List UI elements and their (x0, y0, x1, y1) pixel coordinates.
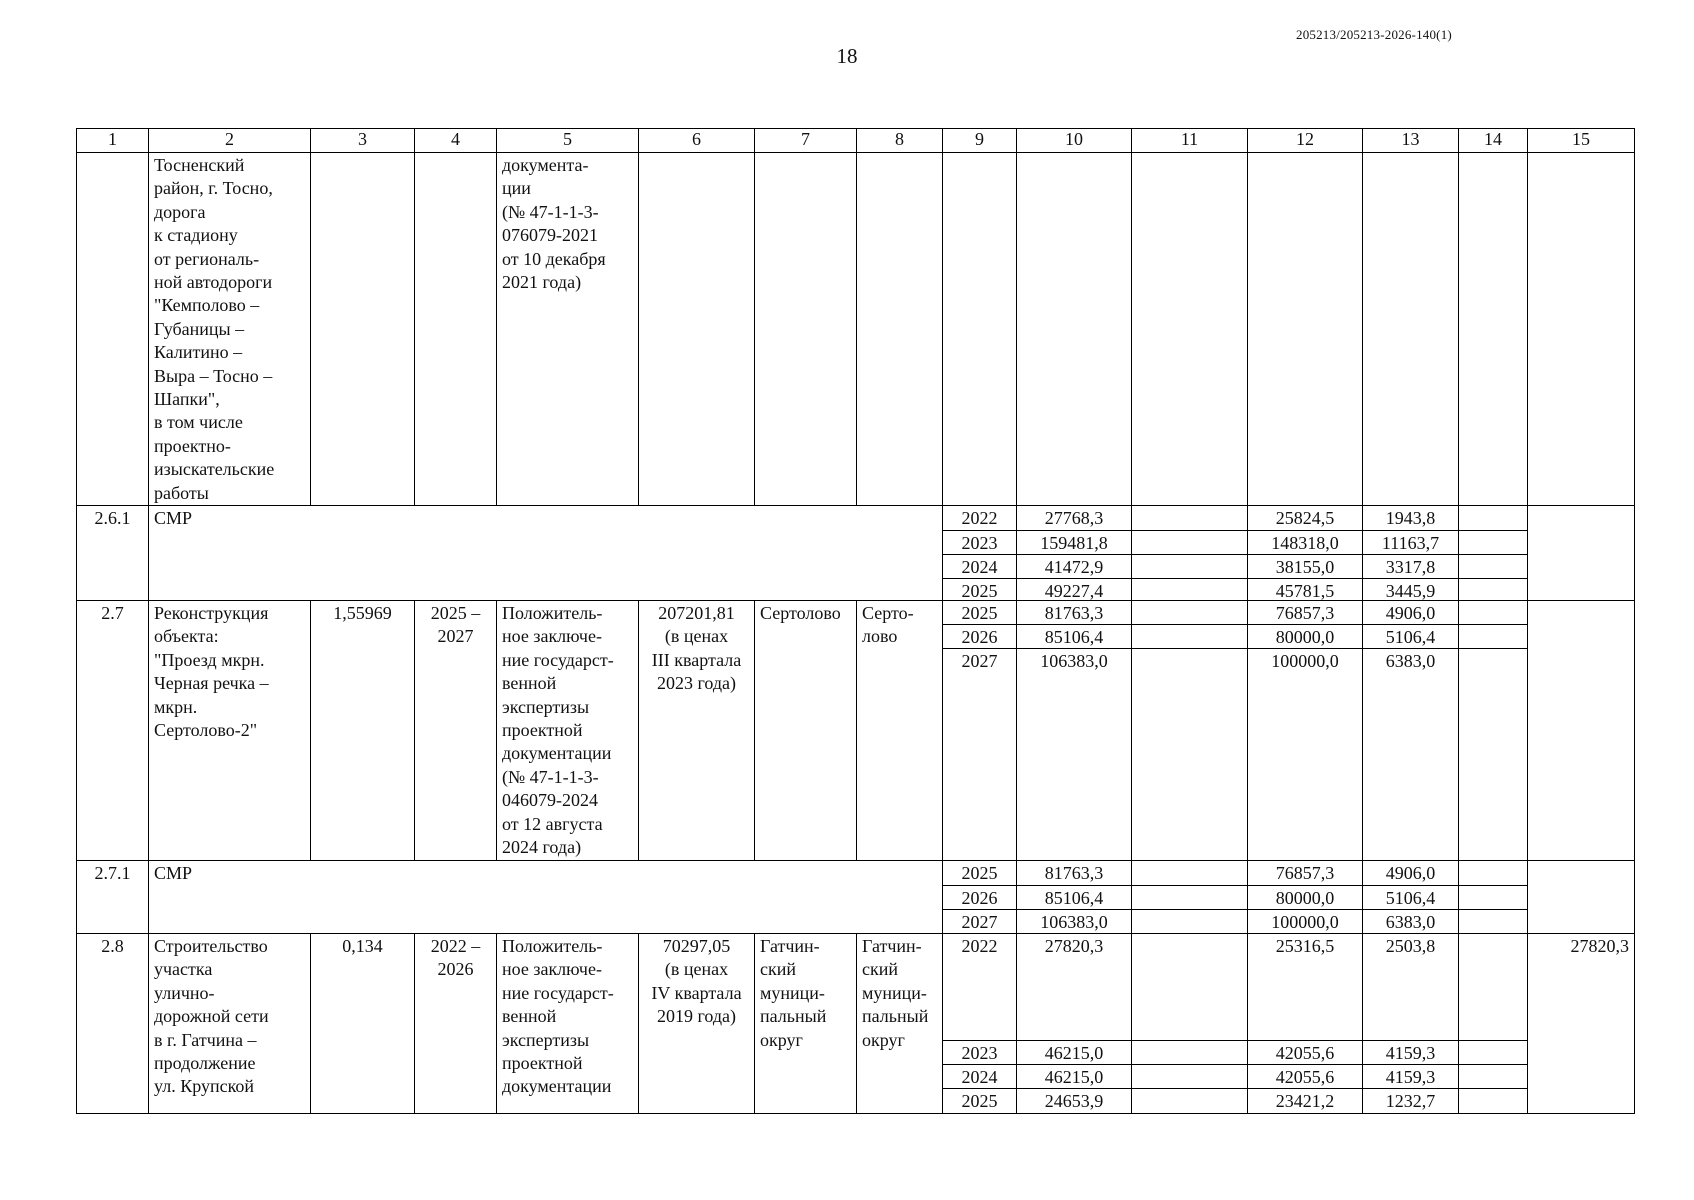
expertise-document-line: венной (502, 673, 557, 694)
length-cell: 0,134 (310, 933, 415, 1114)
year-cell: 2023 (942, 1040, 1017, 1065)
col13-cell: 4159,3 (1362, 1064, 1459, 1089)
col12-cell: 38155,0 (1247, 554, 1363, 579)
object-name-line: "Проезд мкрн. (154, 649, 265, 670)
municipality-cell-line: лово (862, 626, 898, 647)
empty-cell (942, 152, 1017, 506)
expertise-document-line: экспертизы (502, 696, 590, 717)
municipality-cell (856, 933, 943, 1114)
expertise-document-line: проектной (502, 720, 583, 741)
col14-cell (1458, 885, 1528, 910)
total-cell: 106383,0 (1016, 909, 1132, 934)
object-name-line: Строительство (154, 936, 268, 956)
total-cell: 27768,3 (1016, 505, 1132, 531)
object-name (148, 152, 311, 506)
col14-cell (1458, 648, 1528, 861)
col14-cell (1458, 530, 1528, 555)
col13-cell: 2503,8 (1362, 933, 1459, 1041)
year-cell: 2025 (942, 600, 1017, 625)
col13-cell: 6383,0 (1362, 648, 1459, 861)
col14-cell (1458, 933, 1528, 1041)
col15-cell (1527, 505, 1635, 601)
col12-cell: 148318,0 (1247, 530, 1363, 555)
col11-cell (1131, 648, 1248, 861)
expertise-document-line: (№ 47-1-1-3- (502, 766, 599, 787)
year-cell: 2025 (942, 578, 1017, 601)
year-cell: 2025 (942, 860, 1017, 886)
column-header-6: 6 (638, 128, 755, 153)
column-header-5: 5 (496, 128, 639, 153)
expertise-document-line: ное заключе- (502, 626, 602, 647)
col11-cell (1131, 1040, 1248, 1065)
year-cell: 2024 (942, 1064, 1017, 1089)
municipality-cell-line: пальный (862, 1006, 929, 1027)
expertise-document-line: ное заключе- (502, 959, 602, 980)
period-cell-line: 2022 – (430, 936, 481, 956)
object-name-line: Сертолово-2" (154, 720, 258, 741)
municipality-cell-line: Сертолово (760, 603, 841, 623)
period-cell (414, 933, 497, 1114)
cost-cell-line: 70297,05 (662, 936, 731, 956)
object-name (148, 933, 311, 1114)
expertise-document-line: ние государст- (502, 982, 614, 1003)
period-cell-line: 2026 (437, 959, 474, 980)
object-name-line: "Кемполово – (154, 295, 260, 316)
col12-cell: 100000,0 (1247, 648, 1363, 861)
cost-cell-line: III квартала (651, 649, 742, 670)
empty-cell (1458, 152, 1528, 506)
col11-cell (1131, 554, 1248, 579)
object-name-line: Реконструкция (154, 603, 269, 623)
col14-cell (1458, 1040, 1528, 1065)
object-name-line: Губаницы – (154, 318, 245, 339)
column-header-15: 15 (1527, 128, 1635, 153)
col13-cell: 3445,9 (1362, 578, 1459, 601)
col13-cell: 4906,0 (1362, 860, 1459, 886)
object-name-line: Шапки", (154, 389, 220, 410)
object-name-line: ной автодороги (154, 272, 273, 293)
expertise-document (496, 600, 639, 861)
object-name-line: Черная речка – (154, 673, 269, 694)
col14-cell (1458, 578, 1528, 601)
col13-cell: 1943,8 (1362, 505, 1459, 531)
empty-cell (754, 152, 857, 506)
col15-cell: 27820,3 (1527, 933, 1635, 1114)
expertise-document-line: документации (502, 1076, 612, 1097)
object-name-line: дорога (154, 201, 206, 222)
expertise-document-line: (№ 47-1-1-3- (502, 201, 599, 222)
cost-cell-line: 2019 года) (656, 1006, 737, 1027)
column-header-13: 13 (1362, 128, 1459, 153)
object-name-line: в г. Гатчина – (154, 1029, 257, 1050)
col13-cell: 4906,0 (1362, 600, 1459, 625)
col11-cell (1131, 624, 1248, 649)
page-number: 18 (836, 44, 858, 68)
col14-cell (1458, 505, 1528, 531)
municipality-cell-line: муници- (862, 982, 927, 1003)
col12-cell: 100000,0 (1247, 909, 1363, 934)
object-name-line: участка (154, 959, 213, 980)
col11-cell (1131, 909, 1248, 934)
empty-cell (638, 152, 755, 506)
object-name-line: мкрн. (154, 696, 198, 717)
total-cell: 46215,0 (1016, 1040, 1132, 1065)
year-cell: 2027 (942, 909, 1017, 934)
col11-cell (1131, 530, 1248, 555)
document-id: 205213/205213-2026-140(1) (1296, 27, 1452, 42)
empty-cell (1362, 152, 1459, 506)
municipality-cell-line: пальный (760, 1006, 827, 1027)
expertise-document-line: 2024 года) (502, 837, 582, 858)
expertise-document-line: ции (502, 178, 531, 199)
total-cell: 27820,3 (1016, 933, 1132, 1041)
col13-cell: 4159,3 (1362, 1040, 1459, 1065)
municipality-cell (754, 600, 857, 861)
cost-cell (638, 600, 755, 861)
empty-cell (1527, 152, 1635, 506)
col11-cell (1131, 505, 1248, 531)
period-cell-line: 2025 – (430, 603, 481, 623)
municipality-cell (754, 933, 857, 1114)
empty-cell (856, 152, 943, 506)
expertise-document-line: от 12 августа (502, 813, 603, 834)
object-name (148, 600, 311, 861)
column-header-2: 2 (148, 128, 311, 153)
expertise-document-line: Положитель- (502, 936, 603, 956)
object-name-line: продолжение (154, 1053, 256, 1074)
object-name-line: дорожной сети (154, 1006, 269, 1027)
col12-cell: 80000,0 (1247, 624, 1363, 649)
expertise-document-line: 076079-2021 (502, 225, 598, 246)
column-header-12: 12 (1247, 128, 1363, 153)
col13-cell: 3317,8 (1362, 554, 1459, 579)
object-name-line: улично- (154, 982, 215, 1003)
col13-cell: 5106,4 (1362, 624, 1459, 649)
period-cell (414, 600, 497, 861)
cost-cell-line: 207201,81 (658, 603, 735, 623)
object-name-line: от региональ- (154, 248, 260, 269)
column-header-3: 3 (310, 128, 415, 153)
col11-cell (1131, 578, 1248, 601)
total-cell: 81763,3 (1016, 860, 1132, 886)
col14-cell (1458, 554, 1528, 579)
empty-cell (1247, 152, 1363, 506)
col14-cell (1458, 600, 1528, 625)
municipality-cell (856, 600, 943, 861)
col11-cell (1131, 1064, 1248, 1089)
expertise-document-line: документа- (502, 155, 589, 175)
col12-cell: 45781,5 (1247, 578, 1363, 601)
municipality-cell-line: Гатчин- (760, 936, 820, 956)
object-name-line: объекта: (154, 626, 219, 647)
year-cell: 2025 (942, 1088, 1017, 1114)
year-cell: 2022 (942, 933, 1017, 1041)
cost-cell-line: (в ценах (664, 959, 729, 980)
total-cell: 85106,4 (1016, 885, 1132, 910)
year-cell: 2026 (942, 885, 1017, 910)
total-cell: 106383,0 (1016, 648, 1132, 861)
col14-cell (1458, 909, 1528, 934)
num-cell (76, 152, 149, 506)
object-name-line: в том числе (154, 412, 243, 433)
cost-cell (638, 933, 755, 1114)
col14-cell (1458, 1064, 1528, 1089)
year-cell: 2024 (942, 554, 1017, 579)
expertise-document-line: проектной (502, 1053, 583, 1074)
year-cell: 2027 (942, 648, 1017, 861)
col11-cell (1131, 600, 1248, 625)
period-cell-line: 2027 (437, 626, 474, 647)
total-cell: 41472,9 (1016, 554, 1132, 579)
object-name-line: район, г. Тосно, (154, 178, 273, 199)
expertise-document-line: экспертизы (502, 1029, 590, 1050)
length-cell (310, 152, 415, 506)
column-header-8: 8 (856, 128, 943, 153)
row-number: 2.7.1 (76, 860, 149, 934)
cost-cell-line: (в ценах (664, 626, 729, 647)
total-cell: 159481,8 (1016, 530, 1132, 555)
expertise-document-line: ние государст- (502, 649, 614, 670)
municipality-cell-line: ский (760, 959, 796, 980)
col11-cell (1131, 860, 1248, 886)
expertise-document-line: документации (502, 743, 612, 764)
total-cell: 24653,9 (1016, 1088, 1132, 1114)
total-cell: 49227,4 (1016, 578, 1132, 601)
column-header-1: 1 (76, 128, 149, 153)
col14-cell (1458, 1088, 1528, 1114)
total-cell: 81763,3 (1016, 600, 1132, 625)
municipality-cell-line: Гатчин- (862, 936, 922, 956)
col12-cell: 76857,3 (1247, 860, 1363, 886)
col12-cell: 42055,6 (1247, 1064, 1363, 1089)
municipality-cell-line: ский (862, 959, 898, 980)
municipality-cell-line: округ (760, 1029, 803, 1050)
col14-cell (1458, 624, 1528, 649)
total-cell: 46215,0 (1016, 1064, 1132, 1089)
municipality-cell-line: муници- (760, 982, 825, 1003)
col12-cell: 23421,2 (1247, 1088, 1363, 1114)
col12-cell: 25824,5 (1247, 505, 1363, 531)
object-name-line: Калитино – (154, 342, 243, 363)
column-header-4: 4 (414, 128, 497, 153)
column-header-9: 9 (942, 128, 1017, 153)
column-header-14: 14 (1458, 128, 1528, 153)
column-header-10: 10 (1016, 128, 1132, 153)
cost-cell-line: IV квартала (651, 982, 742, 1003)
expertise-document-line: от 10 декабря (502, 248, 606, 269)
year-cell: 2022 (942, 505, 1017, 531)
municipality-cell-line: Серто- (862, 603, 914, 623)
expertise-document-line: венной (502, 1006, 557, 1027)
municipality-cell-line: округ (862, 1029, 905, 1050)
col12-cell: 25316,5 (1247, 933, 1363, 1041)
expertise-document-line: 2021 года) (502, 272, 582, 293)
col12-cell: 76857,3 (1247, 600, 1363, 625)
empty-cell (1016, 152, 1132, 506)
col12-cell: 80000,0 (1247, 885, 1363, 910)
col13-cell: 11163,7 (1362, 530, 1459, 555)
cost-cell-line: 2023 года) (656, 673, 737, 694)
object-name-line: изыскательские (154, 459, 275, 480)
year-cell: 2026 (942, 624, 1017, 649)
period-cell (414, 152, 497, 506)
object-name-line: проектно- (154, 435, 231, 456)
column-header-7: 7 (754, 128, 857, 153)
col13-cell: 1232,7 (1362, 1088, 1459, 1114)
object-name-line: к стадиону (154, 225, 238, 246)
smr-label: СМР (148, 505, 943, 601)
object-name-line: работы (154, 482, 209, 503)
object-name-line: ул. Крупской (154, 1076, 255, 1097)
object-name-line: Выра – Тосно – (154, 365, 273, 386)
expertise-document-line: 046079-2024 (502, 790, 598, 811)
col12-cell: 42055,6 (1247, 1040, 1363, 1065)
col14-cell (1458, 860, 1528, 886)
row-number: 2.6.1 (76, 505, 149, 601)
col11-cell (1131, 933, 1248, 1041)
total-cell: 85106,4 (1016, 624, 1132, 649)
expertise-document (496, 152, 639, 506)
length-cell: 1,55969 (310, 600, 415, 861)
expertise-document (496, 933, 639, 1114)
column-header-11: 11 (1131, 128, 1248, 153)
empty-cell (1131, 152, 1248, 506)
object-name-line: Тосненский (154, 155, 245, 175)
expertise-document-line: Положитель- (502, 603, 603, 623)
col15-cell (1527, 600, 1635, 861)
smr-label: СМР (148, 860, 943, 934)
col13-cell: 5106,4 (1362, 885, 1459, 910)
col11-cell (1131, 885, 1248, 910)
year-cell: 2023 (942, 530, 1017, 555)
col15-cell (1527, 860, 1635, 934)
row-number: 2.7 (76, 600, 149, 861)
row-number: 2.8 (76, 933, 149, 1114)
col11-cell (1131, 1088, 1248, 1114)
col13-cell: 6383,0 (1362, 909, 1459, 934)
